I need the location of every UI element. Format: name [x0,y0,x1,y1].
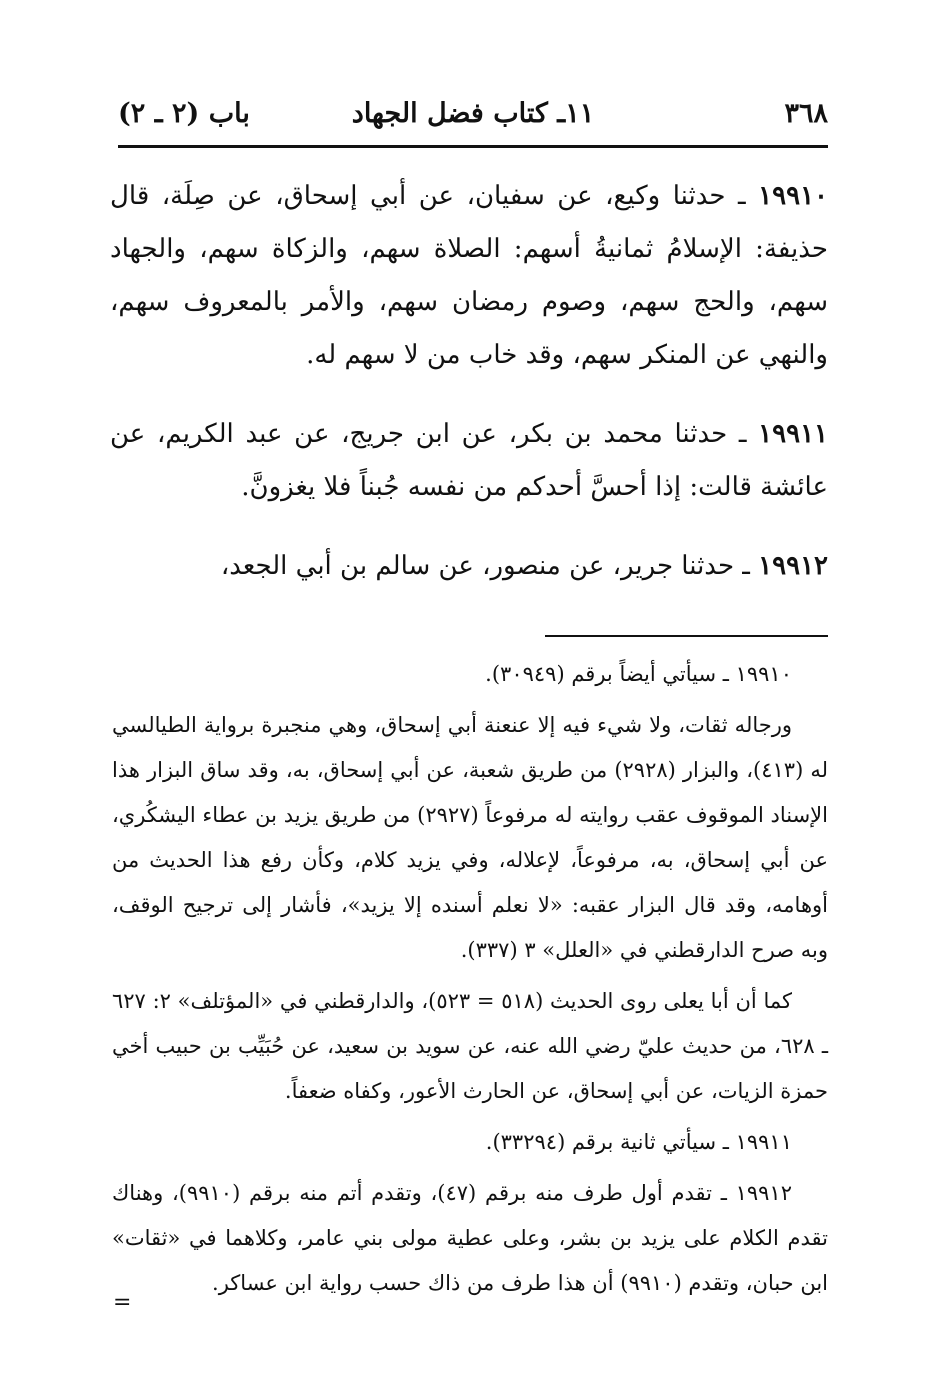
hadith-number: ١٩٩١٠ [758,181,828,211]
hadith-paragraph [110,540,828,593]
continuation-mark: = [113,1290,132,1315]
book-title: ١١ـ كتاب فضل الجهاد [351,98,595,129]
hadith-number: ١٩٩١٢ [758,551,828,581]
footnote-paragraph: ١٩٩١١ ـ سيأتي ثانية برقم (٣٣٢٩٤). [485,1130,792,1154]
footnote-paragraph: ١٩٩١٠ ـ سيأتي أيضاً برقم (٣٠٩٤٩). [485,662,792,686]
footnote-paragraph: ١٩٩١٢ ـ تقدم أول طرف منه برقم (٤٧)، وتقدم أتم منه برقم (٩٩١٠)، وهناك تقدم الكلام على يزيد بن بشر، وعلى عطية مولى بني عامر، وكلاهما في «ثقات» ابن حبان، وتقدم (٩٩١٠) أن هذا طرف من ذاك حسب رواية ابن عساكر. [112,1181,828,1295]
hadith-paragraph [110,170,828,382]
footnotes [112,652,828,1312]
footnote-divider [545,635,828,637]
page-number: ٣٦٨ [784,98,828,129]
header-divider [118,145,828,148]
hadith-number: ١٩٩١١ [758,419,828,449]
footnote-paragraph: ورجاله ثقات، ولا شيء فيه إلا عنعنة أبي إسحاق، وهي منجبرة برواية الطيالسي له (٤١٣)، والبزار (٢٩٢٨) من طريق شعبة، عن أبي إسحاق، به، وقد ساق البزار هذا الإسناد الموقوف عقب روايته له مرفوعاً (٢٩٢٧) من طريق يزيد بن عطاء اليشكُري، عن أبي إسحاق، به، مرفوعاً، لإعلاله، وفي يزيد كلام، وكأن رفع هذا الحديث من أوهامه، وقد قال البزار عقبه: «لا نعلم أسنده إلا يزيد»، فأشار إلى ترجيح الوقف، وبه صرح الدارقطني في «العلل» ٣ (٣٣٧). [112,713,828,962]
main-text [110,170,828,619]
hadith-text: ـ حدثنا محمد بن بكر، عن ابن جريج، عن عبد الكريم، عن عائشة قالت: إذا أحسَّ أحدكم من نفسه جُبناً فلا يغزونَّ. [110,419,828,502]
page-header [118,92,828,136]
hadith-text: ـ حدثنا وكيع، عن سفيان، عن أبي إسحاق، عن صِلَة، قال حذيفة: الإسلامُ ثمانيةُ أسهم: الصلاة سهم، والزكاة سهم، والجهاد سهم، والحج سهم، وصوم رمضان سهم، والأمر بالمعروف سهم، والنهي عن المنكر سهم، وقد خاب من لا سهم له. [110,181,828,370]
chapter-label: باب (٢ ـ ٢) [118,98,250,129]
hadith-text: ـ حدثنا جرير، عن منصور، عن سالم بن أبي الجعد، [220,551,759,581]
footnote-paragraph: كما أن أبا يعلى روى الحديث (٥١٨ = ٥٢٣)، والدارقطني في «المؤتلف» ٢: ٦٢٧ ـ ٦٢٨، من حديث عليّ رضي الله عنه، عن سويد بن سعيد، عن حُبَيِّب بن حبيب أخي حمزة الزيات، عن أبي إسحاق، عن الحارث الأعور، وكفاه ضعفاً. [112,989,828,1103]
hadith-paragraph [110,408,828,514]
